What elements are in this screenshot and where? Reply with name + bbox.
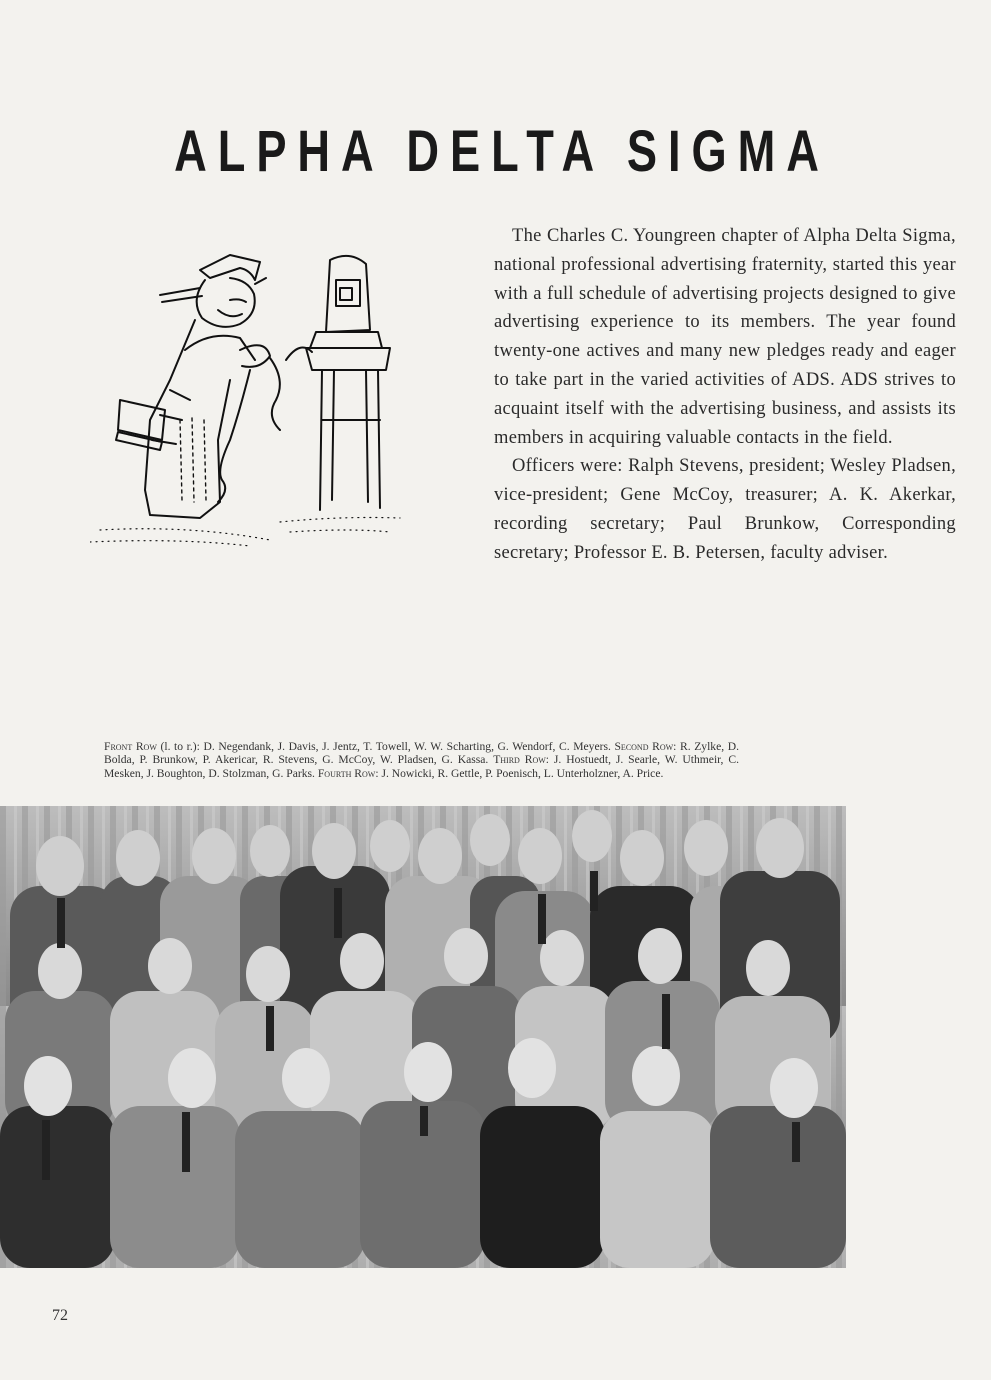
caption-second-names: : R. Zylke, D. Bolda, P. Brunkow, P. Akericar, R. Stevens, G. McCoy, W. Pladsen, G. Kassa. xyxy=(104,740,740,767)
article-body xyxy=(494,222,956,568)
cartoon-illustration xyxy=(90,240,410,560)
intro-paragraph: The Charles C. Youngreen chapter of Alpha Delta Sigma, national professional advertising fraternity, started this year with a full schedule of advertising projects designed to give advertising experience to its members. The year found twenty-one actives and many new pledges ready and eager to take part in the varied activities of ADS. ADS strives to acquaint itself with the advertising business, and assists its members in acquiring valuable contacts in the field. xyxy=(494,226,956,448)
officers-paragraph: Officers were: Ralph Stevens, president; Wesley Pladsen, vice-president; Gene McCoy, treasurer; A. K. Akerkar, recording secretary; Paul Brunkow, Corresponding secretary; Professor E. B. Petersen, faculty adviser. xyxy=(494,456,956,563)
page-number: 72 xyxy=(52,1307,68,1324)
group-photo xyxy=(0,806,846,1268)
caption-front-label: Front Row xyxy=(104,740,157,753)
photo-caption xyxy=(104,740,739,780)
page-title: ALPHA DELTA SIGMA xyxy=(174,119,830,184)
caption-third-names: : J. Hostuedt, J. Searle, W. Uthmeir, C. Mesken, J. Boughton, D. Stolzman, G. Parks. xyxy=(104,753,739,780)
caption-third-label: Third Row xyxy=(493,753,546,767)
caption-second-label: Second Row xyxy=(614,740,674,753)
caption-fourth-names: : J. Nowicki, R. Gettle, P. Poenisch, L. Unterholzner, A. Price. xyxy=(375,766,664,780)
caption-front-names: (l. to r.): D. Negendank, J. Davis, J. Jentz, T. Towell, W. W. Scharting, G. Wendorf, C. Meyers. xyxy=(156,740,615,753)
caption-fourth-label: Fourth Row xyxy=(317,766,376,780)
